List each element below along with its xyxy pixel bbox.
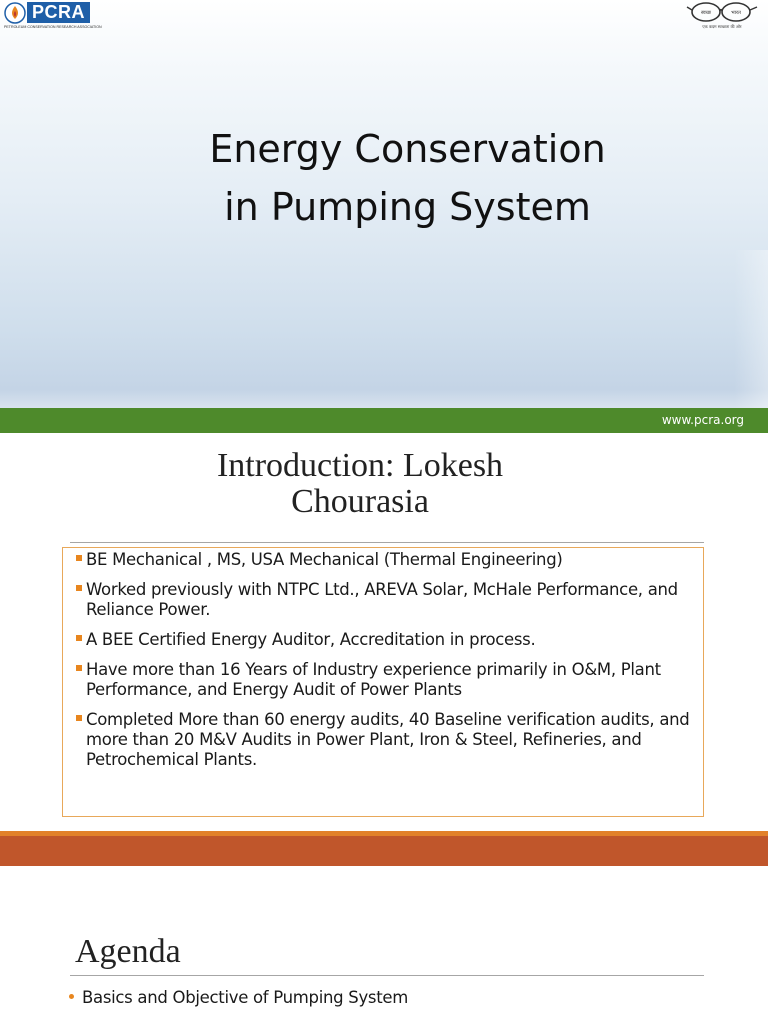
website-link[interactable]: www.pcra.org: [661, 413, 744, 427]
swachh-bharat-logo: [684, 0, 760, 32]
list-item: [76, 630, 696, 650]
intro-title-line-1: Introduction: Lokesh: [216, 447, 504, 484]
pcra-wordmark: PCRA: [27, 2, 90, 23]
agenda-item-text: Basics and Objective of Pumping System: [82, 988, 408, 1007]
pcra-tagline: PETROLEUM CONSERVATION RESEARCH ASSOCIATION: [4, 25, 102, 29]
list-item: [76, 580, 696, 620]
list-item: [76, 710, 696, 770]
footer-band: [0, 836, 768, 866]
bullet-text: Completed More than 60 energy audits, 40 Baseline verification audits, and more than 20 M&V Audits in Power Plant, Iron & Steel, Refineries, and Petrochemical Plants.: [86, 710, 690, 769]
title-line-1: Energy Conservation: [209, 127, 606, 171]
title-divider: [70, 542, 704, 543]
profile-content-box: [62, 547, 704, 817]
list-item: [68, 987, 408, 1009]
edge-shading: [734, 250, 768, 408]
left-lens-text: स्वच्छ: [700, 10, 712, 16]
agenda-divider: [70, 975, 704, 976]
title-slide: [0, 0, 768, 433]
pcra-logo: [0, 0, 102, 32]
introduction-title: [150, 448, 570, 520]
spectacles-icon: [686, 1, 758, 23]
bullet-text: Worked previously with NTPC Ltd., AREVA Solar, McHale Performance, and Reliance Power.: [86, 580, 678, 619]
bullet-text: A BEE Certified Energy Auditor, Accreditation in process.: [86, 630, 536, 649]
profile-bullet-list: [76, 550, 696, 780]
slide-title: [0, 120, 768, 236]
title-line-2: in Pumping System: [224, 185, 591, 229]
right-lens-text: भारत: [731, 10, 741, 16]
list-item: [76, 660, 696, 700]
flame-drop-icon: [4, 2, 26, 24]
list-item: [76, 550, 696, 570]
swachh-caption: एक कदम स्वच्छता की ओर: [702, 24, 742, 29]
agenda-list: [68, 987, 408, 1009]
square-bullet-icon: [76, 715, 82, 721]
square-bullet-icon: [76, 585, 82, 591]
square-bullet-icon: [76, 635, 82, 641]
bullet-text: Have more than 16 Years of Industry experience primarily in O&M, Plant Performance, and Energy Audit of Power Plants: [86, 660, 661, 699]
footer-bar: [0, 408, 768, 433]
agenda-title: Agenda: [75, 933, 181, 970]
intro-title-line-2: Chourasia: [291, 483, 429, 520]
round-bullet-icon: [69, 994, 74, 999]
square-bullet-icon: [76, 555, 82, 561]
bullet-text: BE Mechanical , MS, USA Mechanical (Thermal Engineering): [86, 550, 563, 569]
square-bullet-icon: [76, 665, 82, 671]
